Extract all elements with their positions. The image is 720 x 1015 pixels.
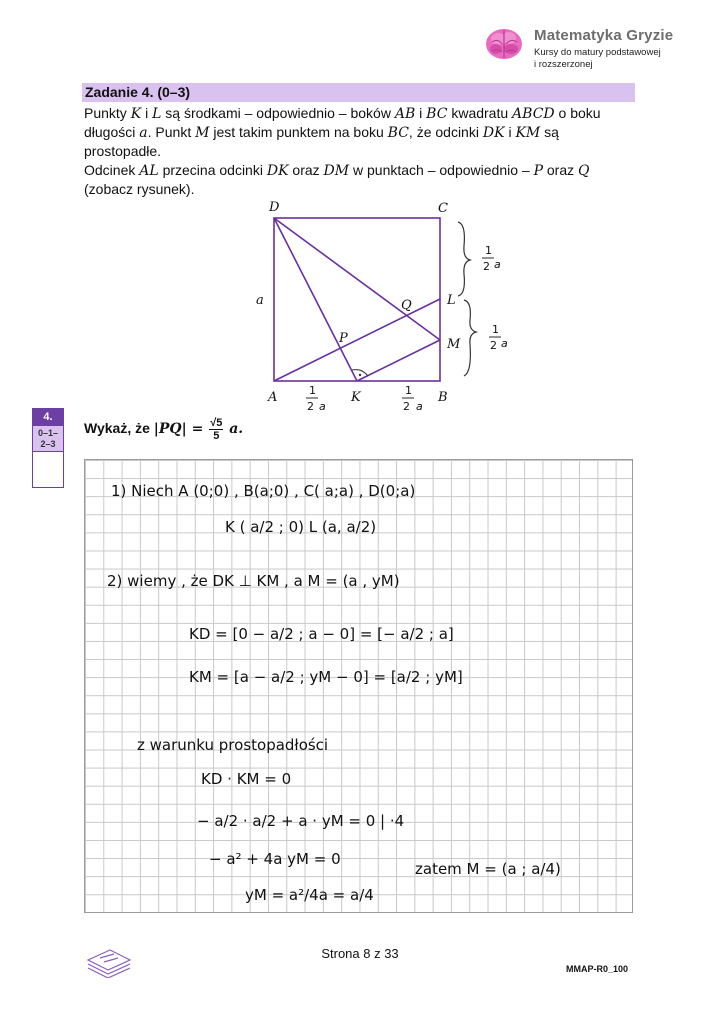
brace-upper	[458, 222, 470, 296]
task-text-line-5: (zobacz rysunek).	[84, 181, 195, 197]
square-figure	[250, 196, 530, 418]
brand-tagline-2: i rozszerzonej	[534, 59, 593, 70]
solution-line-6: z warunku prostopadłości	[137, 736, 329, 754]
label-a: A	[268, 390, 278, 405]
prove-statement: Wykaż, że |PQ| = $\frac{√5}{5}$ a.	[84, 417, 244, 442]
segment-km	[357, 340, 440, 381]
score-range: 0–1– 2–3	[33, 426, 63, 452]
solution-grid	[84, 459, 633, 913]
segment-dk	[274, 218, 357, 381]
task-text-line-4: Odcinek AL przecina odcinki DK oraz DM w punktach – odpowiednio – P oraz Q	[84, 162, 590, 179]
label-k: K	[351, 390, 361, 405]
svg-text:1: 1	[405, 384, 412, 397]
svg-text:2: 2	[490, 339, 497, 352]
svg-text:2: 2	[403, 400, 410, 413]
task-title: Zadanie 4. (0–3)	[82, 83, 635, 102]
task-text-line-2: długości a. Punkt M jest takim punktem na boku BC, że odcinki DK i KM są	[84, 124, 559, 141]
brand-name: Matematyka Gryzie	[534, 27, 674, 44]
label-b: B	[438, 390, 448, 405]
label-side-a: a	[256, 293, 264, 308]
square-abcd	[274, 218, 440, 381]
svg-text:2: 2	[307, 400, 314, 413]
label-q: Q	[401, 298, 412, 313]
solution-line-2: K ( a/2 ; 0) L (a, a/2)	[225, 518, 377, 536]
brand-tagline-1: Kursy do matury podstawowej	[534, 47, 661, 58]
solution-line-5: KM = [a − a/2 ; yM − 0] = [a/2 ; yM]	[189, 668, 463, 686]
document-code: MMAP-R0_100	[566, 964, 629, 974]
brain-logo-icon	[484, 24, 524, 64]
svg-text:1: 1	[309, 384, 316, 397]
label-p: P	[339, 331, 348, 346]
svg-text:a: a	[319, 400, 326, 413]
svg-text:a: a	[501, 337, 508, 350]
segment-dm	[274, 218, 440, 340]
svg-text:a: a	[494, 258, 501, 271]
svg-text:a: a	[416, 400, 423, 413]
solution-line-11: yM = a²/4a = a/4	[245, 886, 374, 904]
score-task-number: 4.	[33, 409, 63, 426]
task-text-line-3: prostopadłe.	[84, 143, 162, 159]
segment-al	[274, 299, 440, 381]
brace-lower	[464, 300, 476, 376]
score-box	[32, 408, 64, 488]
solution-line-1: 1) Niech A (0;0) , B(a;0) , C( a;a) , D(0;a)	[111, 482, 416, 500]
solution-line-7: KD · KM = 0	[201, 770, 292, 788]
solution-line-4: KD = [0 − a/2 ; a − 0] = [− a/2 ; a]	[189, 625, 454, 643]
label-l: L	[447, 293, 456, 308]
svg-text:1: 1	[492, 323, 499, 336]
label-c: C	[438, 201, 448, 216]
task-text-line-1: Punkty K i L są środkami – odpowiednio – boków AB i BC kwadratu ABCD o boku	[84, 105, 601, 122]
solution-line-9: − a² + 4a yM = 0	[209, 850, 341, 868]
brand-header	[484, 22, 704, 72]
svg-text:2: 2	[483, 260, 490, 273]
svg-text:1: 1	[485, 244, 492, 257]
solution-line-3: 2) wiemy , że DK ⊥ KM , a M = (a , yM)	[107, 572, 400, 590]
label-m: M	[447, 337, 461, 352]
solution-line-10: zatem M = (a ; a/4)	[415, 860, 561, 878]
page-number: Strona 8 z 33	[321, 946, 399, 961]
label-d: D	[269, 200, 280, 215]
solution-line-8: − a/2 · a/2 + a · yM = 0 | ·4	[197, 812, 405, 830]
